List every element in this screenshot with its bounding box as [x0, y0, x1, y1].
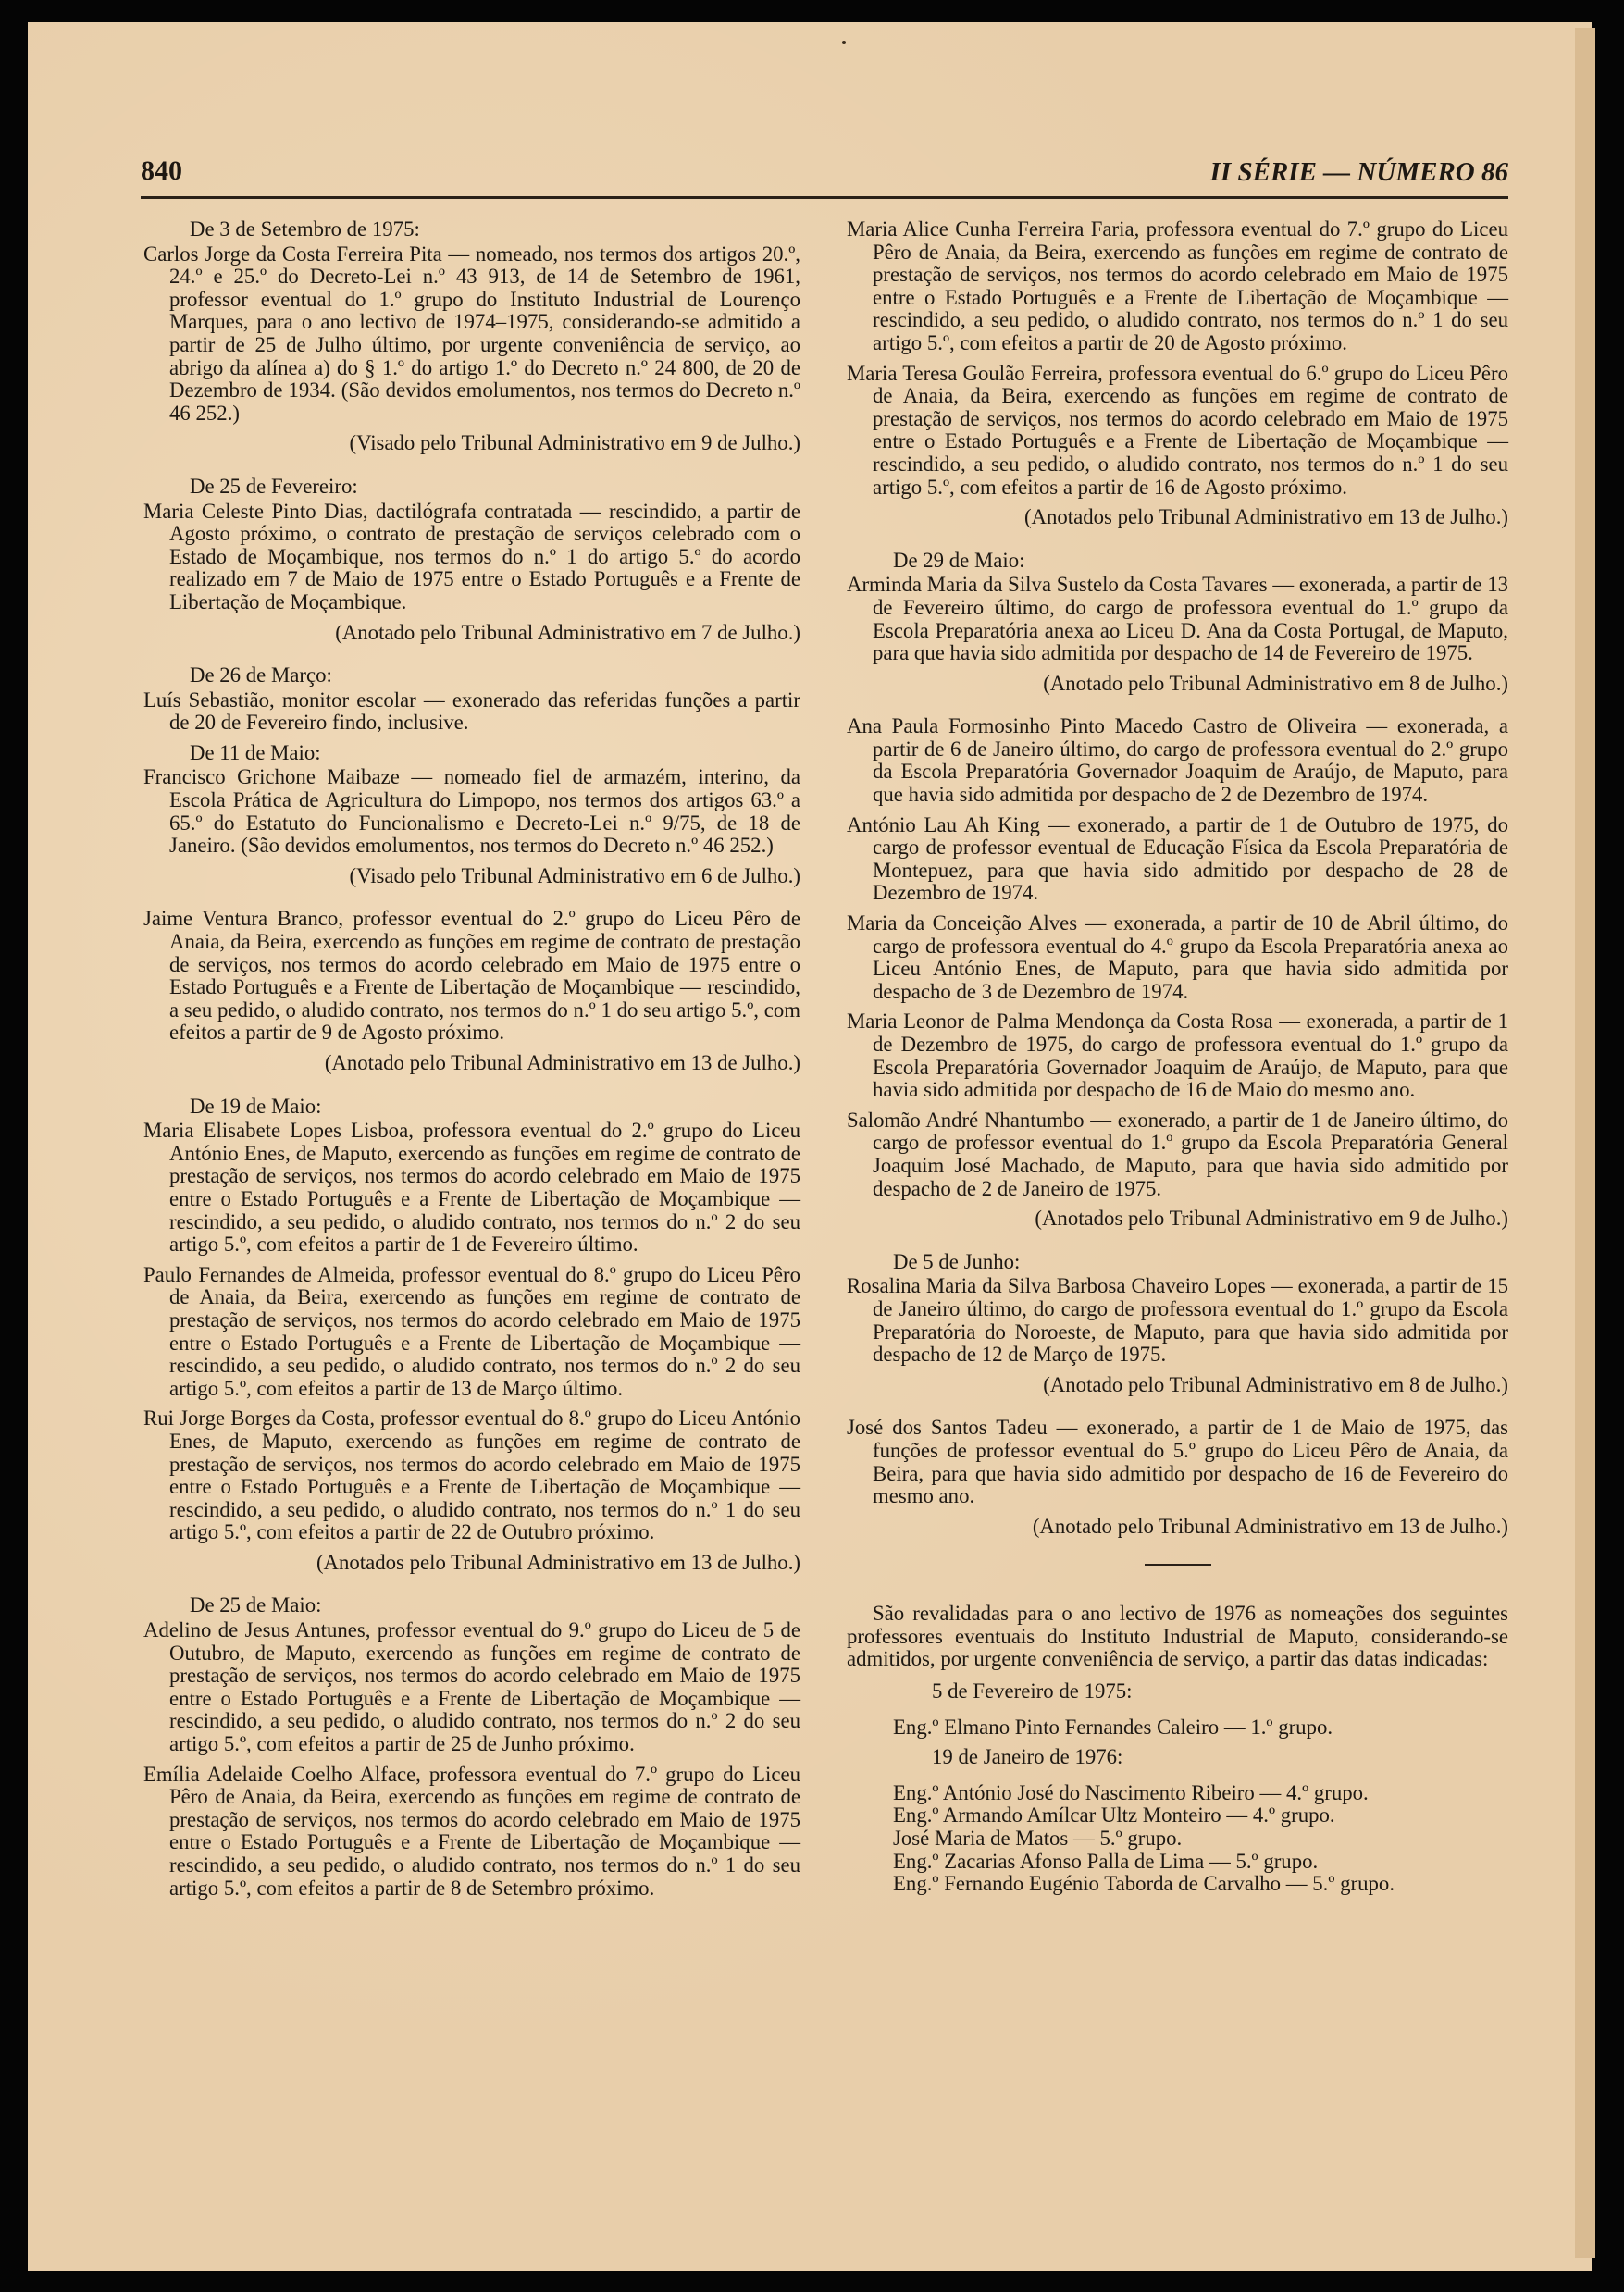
right-column-entries	[847, 218, 1508, 1538]
decree-entry: Ana Paula Formosinho Pinto Macedo Castro de Oliveira — exonerada, a partir de 6 de Janeiro último, do cargo de professora eventual do 2.º grupo da Escola Preparatória Governador Joaquim de Araújo, de Maputo, para que havia sido admitida por despacho de 2 de Dezembro de 1974.	[847, 714, 1508, 807]
section-divider	[1145, 1564, 1211, 1566]
date-heading: De 25 de Fevereiro:	[190, 474, 358, 498]
decree-entry: Maria Leonor de Palma Mendonça da Costa Rosa — exonerada, a partir de 1 de Dezembro de 1975, do cargo de professora eventual do 1.º grupo da Escola Preparatória Governador Joaquim de Araújo, de Maputo, para que havia sido admitida por despacho de 16 de Maio do mesmo ano.	[847, 1010, 1508, 1102]
decree-entry: Emília Adelaide Coelho Alface, professora eventual do 7.º grupo do Liceu Pêro de Anaia, da Beira, exercendo as funções em regime de contrato de prestação de serviços, nos termos do acordo celebrado em Maio de 1975 entre o Estado Português e a Frente de Libertação de Moçambique — rescindido, a seu pedido, o aludido contrato, nos termos do n.º 1 do seu artigo 5.º, com efeitos a partir de 8 de Setembro próximo.	[143, 1762, 800, 1900]
teacher-name-line: Eng.º António José do Nascimento Ribeiro — 4.º grupo.	[893, 1780, 1369, 1804]
date-heading: De 29 de Maio:	[893, 548, 1025, 572]
tribunal-note: (Anotado pelo Tribunal Administrativo em 8 de Julho.)	[1043, 671, 1508, 695]
decree-entry: Maria Teresa Goulão Ferreira, professora eventual do 6.º grupo do Liceu Pêro de Anaia, da Beira, exercendo as funções em regime de contrato de prestação de serviços, nos termos do acordo celebrado em Maio de 1975 entre o Estado Português e a Frente de Libertação de Moçambique — rescindido, a seu pedido, o aludido contrato, nos termos do n.º 1 do seu artigo 5.º, com efeitos a partir de 16 de Agosto próximo.	[847, 361, 1508, 499]
revalidation-date: 19 de Janeiro de 1976:	[932, 1745, 1123, 1769]
tribunal-note: (Anotados pelo Tribunal Administrativo em 9 de Julho.)	[1035, 1207, 1508, 1231]
decree-entry: Paulo Fernandes de Almeida, professor eventual do 8.º grupo do Liceu Pêro de Anaia, da Beira, exercendo as funções em regime de contrato de prestação de serviços, nos termos do acordo celebrado em Maio de 1975 entre o Estado Português e a Frente de Libertação de Moçambique — rescindido, a seu pedido, o aludido contrato, nos termos do n.º 2 do seu artigo 5.º, com efeitos a partir de 13 de Março último.	[143, 1262, 800, 1400]
date-heading: De 11 de Maio:	[190, 740, 321, 764]
decree-entry: José dos Santos Tadeu — exonerado, a partir de 1 de Maio de 1975, das funções de professor eventual do 5.º grupo do Liceu Pêro de Anaia, da Beira, para que havia sido admitido por despacho de 16 de Fevereiro do mesmo ano.	[847, 1416, 1508, 1508]
decree-entry: Maria Celeste Pinto Dias, dactilógrafa contratada — rescindido, a partir de Agosto próximo, o contrato de prestação de serviços celebrado com o Estado de Moçambique, nos termos do n.º 1 do artigo 5.º do acordo realizado em 7 de Maio de 1975 entre o Estado Português e a Frente de Libertação de Moçambique.	[143, 499, 800, 613]
decree-entry: Maria Alice Cunha Ferreira Faria, professora eventual do 7.º grupo do Liceu Pêro de Anaia, da Beira, exercendo as funções em regime de contrato de prestação de serviços, nos termos do acordo celebrado em Maio de 1975 entre o Estado Português e a Frente de Libertação de Moçambique — rescindido, a seu pedido, o aludido contrato, nos termos do n.º 1 do seu artigo 5.º, com efeitos a partir de 20 de Agosto próximo.	[847, 217, 1508, 354]
decree-entry: Carlos Jorge da Costa Ferreira Pita — nomeado, nos termos dos artigos 20.º, 24.º e 25.º do Decreto-Lei n.º 43 913, de 14 de Setembro de 1961, professor eventual do 1.º grupo do Instituto Industrial de Lourenço Marques, para o ano lectivo de 1974–1975, considerando-se admitido a partir de 25 de Julho último, por urgente conveniência de serviço, ao abrigo da alínea a) do § 1.º do artigo 1.º do Decreto n.º 24 800, de 20 de Dezembro de 1934. (São devidos emolumentos, nos termos do Decreto n.º 46 252.)	[143, 242, 800, 425]
tribunal-note: (Anotados pelo Tribunal Administrativo em 13 de Julho.)	[1023, 505, 1508, 529]
decree-entry: Luís Sebastião, monitor escolar — exonerado das referidas funções a partir de 20 de Fevereiro findo, inclusive.	[143, 688, 800, 735]
teacher-name-line: Eng.º Fernando Eugénio Taborda de Carvalho — 5.º grupo.	[893, 1872, 1395, 1896]
revalidation-date: 5 de Fevereiro de 1975:	[932, 1679, 1133, 1704]
revalidation-section	[847, 1603, 1508, 1896]
right-column	[847, 218, 1508, 1896]
revalidation-intro: São revalidadas para o ano lectivo de 1976 as nomeações dos seguintes professores eventuais do Instituto Industrial de Maputo, considerando-se admitidos, por urgente conveniência de serviço, a partir das datas indicadas:	[847, 1602, 1508, 1671]
tribunal-note: (Anotado pelo Tribunal Administrativo em 8 de Julho.)	[1043, 1372, 1508, 1396]
ink-speck	[842, 41, 846, 44]
decree-entry: António Lau Ah King — exonerado, a partir de 1 de Outubro de 1975, do cargo de professor eventual de Educação Física da Escola Preparatória de Montepuez, para que havia sido admitido por despacho de 28 de Dezembro de 1974.	[847, 812, 1508, 905]
date-heading: De 3 de Setembro de 1975:	[190, 217, 420, 241]
decree-entry: Maria da Conceição Alves — exonerada, a partir de 10 de Abril último, do cargo de professora eventual do 4.º grupo da Escola Preparatória anexa ao Liceu António Enes, de Maputo, para que havia sido admitida por despacho de 3 de Dezembro de 1974.	[847, 911, 1508, 1003]
tribunal-note: (Anotados pelo Tribunal Administrativo em 13 de Julho.)	[316, 1550, 800, 1574]
tribunal-note: (Visado pelo Tribunal Administrativo em 6 de Julho.)	[349, 863, 800, 887]
tribunal-note: (Anotado pelo Tribunal Administrativo em 13 de Julho.)	[324, 1051, 800, 1074]
left-column	[143, 218, 800, 1907]
tribunal-note: (Anotado pelo Tribunal Administrativo em 13 de Julho.)	[1032, 1514, 1508, 1538]
date-heading: De 5 de Junho:	[893, 1249, 1021, 1273]
date-heading: De 25 de Maio:	[190, 1593, 322, 1617]
page-fold-edge	[1575, 28, 1595, 2258]
decree-entry: Maria Elisabete Lopes Lisboa, professora eventual do 2.º grupo do Liceu António Enes, de Maputo, exercendo as funções em regime de contrato de prestação de serviços, nos termos do acordo celebrado em Maio de 1975 entre o Estado Português e a Frente de Libertação de Moçambique — rescindido, a seu pedido, o aludido contrato, nos termos do n.º 2 do seu artigo 5.º, com efeitos a partir de 1 de Fevereiro último.	[143, 1119, 800, 1257]
decree-entry: Rui Jorge Borges da Costa, professor eventual do 8.º grupo do Liceu António Enes, de Maputo, exercendo as funções em regime de contrato de prestação de serviços, nos termos do acordo celebrado em Maio de 1975 entre o Estado Português e a Frente de Libertação de Moçambique — rescindido, a seu pedido, o aludido contrato, nos termos do n.º 1 do seu artigo 5.º, com efeitos a partir de 22 de Outubro próximo.	[143, 1406, 800, 1544]
decree-entry: Arminda Maria da Silva Sustelo da Costa Tavares — exonerada, a partir de 13 de Fevereiro último, do cargo de professora eventual do 1.º grupo da Escola Preparatória anexa ao Liceu D. Ana da Costa Portugal, de Maputo, para que havia sido admitida por despacho de 14 de Fevereiro de 1975.	[847, 573, 1508, 665]
decree-entry: Salomão André Nhantumbo — exonerado, a partir de 1 de Janeiro último, do cargo de professor eventual do 1.º grupo da Escola Preparatória General Joaquim José Machado, de Maputo, para que havia sido admitido por despacho de 2 de Janeiro de 1975.	[847, 1108, 1508, 1200]
tribunal-note: (Anotado pelo Tribunal Administrativo em 7 de Julho.)	[335, 620, 800, 644]
decree-entry: Adelino de Jesus Antunes, professor eventual do 9.º grupo do Liceu de 5 de Outubro, de Maputo, exercendo as funções em regime de contrato de prestação de serviços, nos termos do acordo celebrado em Maio de 1975 entre o Estado Português e a Frente de Libertação de Moçambique — rescindido, a seu pedido, o aludido contrato, nos termos do n.º 2 do seu artigo 5.º, com efeitos a partir de 25 de Junho próximo.	[143, 1618, 800, 1756]
revalidation-groups	[847, 1680, 1508, 1896]
date-heading: De 19 de Maio:	[190, 1094, 322, 1118]
teacher-name-line: Eng.º Zacarias Afonso Palla de Lima — 5.º grupo.	[893, 1849, 1319, 1873]
decree-entry: Rosalina Maria da Silva Barbosa Chaveiro Lopes — exonerada, a partir de 15 de Janeiro último, do cargo de professora eventual do 1.º grupo da Escola Preparatória do Noroeste, de Maputo, para que havia sido admitida por despacho de 12 de Março de 1975.	[847, 1274, 1508, 1367]
series-title: II SÉRIE — NÚMERO 86	[1209, 157, 1508, 187]
teacher-name-line: Eng.º Elmano Pinto Fernandes Caleiro — 1.º grupo.	[893, 1715, 1333, 1739]
page-header	[141, 155, 1508, 199]
tribunal-note: (Visado pelo Tribunal Administrativo em 9 de Julho.)	[349, 431, 800, 455]
teacher-name-line: Eng.º Armando Amílcar Ultz Monteiro — 4.º grupo.	[893, 1803, 1335, 1827]
date-heading: De 26 de Março:	[190, 663, 332, 688]
teacher-name-line: José Maria de Matos — 5.º grupo.	[893, 1827, 1183, 1851]
decree-entry: Jaime Ventura Branco, professor eventual do 2.º grupo do Liceu Pêro de Anaia, da Beira, exercendo as funções em regime de contrato de prestação de serviços, nos termos do acordo celebrado em Maio de 1975 entre o Estado Português e a Frente de Libertação de Moçambique — rescindido, a seu pedido, o aludido contrato, nos termos do n.º 1 do seu artigo 5.º, com efeitos a partir de 9 de Agosto próximo.	[143, 907, 800, 1045]
decree-entry: Francisco Grichone Maibaze — nomeado fiel de armazém, interino, da Escola Prática de Agricultura do Limpopo, nos termos dos artigos 63.º a 65.º do Estatuto do Funcionalismo e Decreto-Lei n.º 9/75, de 18 de Janeiro. (São devidos emolumentos, nos termos do Decreto n.º 46 252.)	[143, 765, 800, 858]
page-number: 840	[141, 155, 182, 186]
